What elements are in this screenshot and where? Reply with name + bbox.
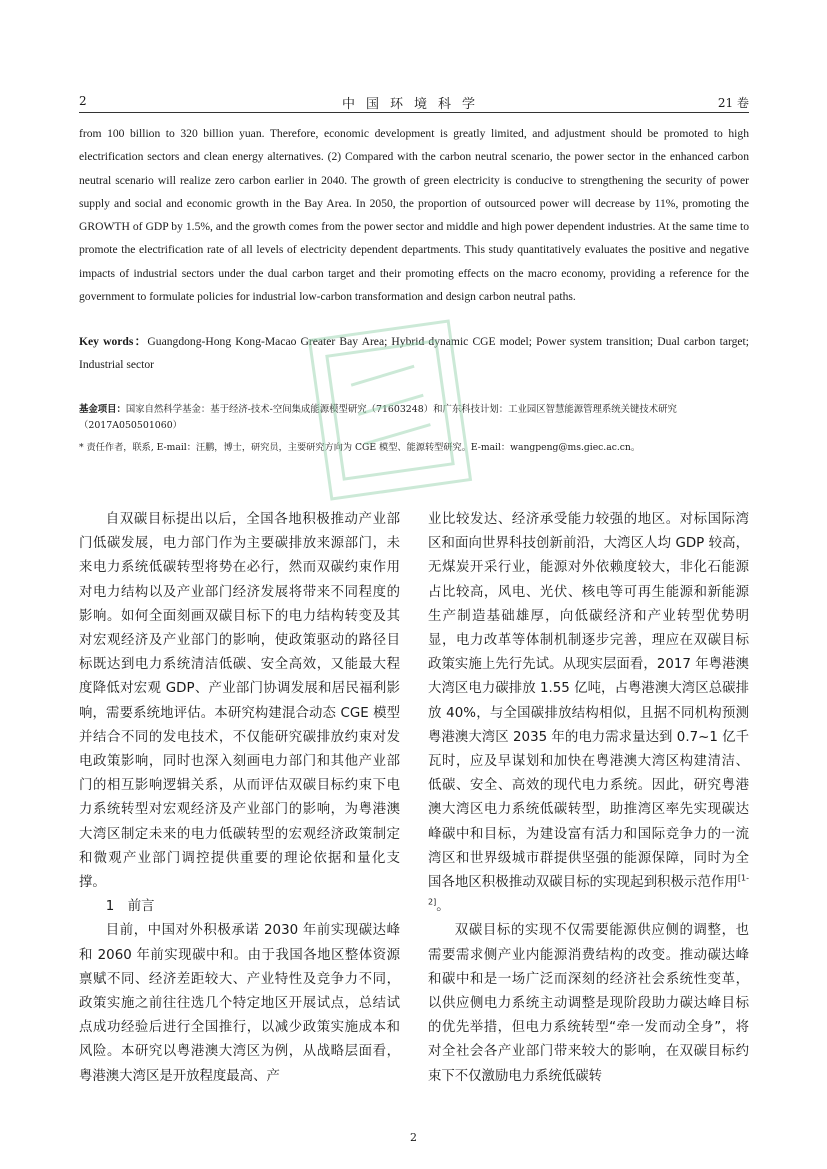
- paragraph-background: 目前，中国对外积极承诺 2030 年前实现碳达峰和 2060 年前实现碳中和。由于我国各地区整体资源禀赋不同、经济差距较大、产业特性及竞争力不同，政策实施之前往往选几个特定地区开展试点，总结试点成功经验后进行全国推行，以减少政策实施成本和风险。本研究以粤港澳大湾区为例，从战略层面看，粤港澳大湾区是开放程度最高、产: [79, 923, 400, 1084]
- footer-page-number: 2: [410, 1131, 417, 1144]
- body-column-right: [428, 508, 749, 1089]
- paragraph-intro: 自双碳目标提出以后，全国各地积极推动产业部门低碳发展，电力部门作为主要碳排放来源部门，未来电力系统低碳转型将势在必行，然而双碳约束作用对电力结构以及产业部门经济发展将带来不同程度的影响。如何全面刻画双碳目标下的电力结构转变及其对宏观经济及产业部门的影响，使政策驱动的路径目标既达到电力系统清洁低碳、安全高效，又能最大程度降低对宏观 GDP、产业部门协调发展和居民福利影响，需要系统地评估。本研究构建混合动态 CGE 模型并结合不同的发电技术，不仅能研究碳排放约束对发电政策影响，同时也深入刻画电力部门和其他产业部门的相互影响逻辑关系，从而评估双碳目标约束下电力系统转型对宏观经济及产业部门的影响，为粤港澳大湾区制定未来的电力低碳转型的宏观经济政策制定和微观产业部门调控提供重要的理论依据和量化支撑。: [79, 512, 400, 891]
- paragraph-bay-area-text: 业比较发达、经济承受能力较强的地区。对标国际湾区和面向世界科技创新前沿，大湾区人均 GDP 较高，无煤炭开采行业，能源对外依赖度较大，非化石能源占比较高，风电、光伏、核电等可再生能源和新能源生产制造基础雄厚，向低碳经济和产业转型优势明显，电力改革等体制机制逐步完善，理应在双碳目标政策实施上先行先试。从现实层面看，2017 年粤港澳大湾区电力碳排放 1.55 亿吨，占粤港澳大湾区总碳排放 40%，与全国碳排放结构相似，且据不同机构预测粤港澳大湾区 2035 年的电力需求量达到 0.7~1 亿千瓦时，应及早谋划和加快在粤港澳大湾区构建清洁、低碳、安全、高效的现代电力系统。因此，研究粤港澳大湾区电力系统低碳转型，助推湾区率先实现碳达峰碳中和目标，为建设富有活力和国际竞争力的一流湾区和世界级城市群提供坚强的能源保障，同时为全国各地区积极推动双碳目标的实现起到积极示范作用: [428, 512, 749, 891]
- corresponding-author-note: * 责任作者，联系, E-mail：汪鹏，博士，研究员，主要研究方向为 CGE 模型、能源转型研究。E-mail：wangpeng@ms.giec.ac.cn。: [79, 442, 641, 453]
- header-page-number: 2: [79, 94, 87, 108]
- journal-title: 中国环境科学: [341, 97, 486, 112]
- citation-ref[interactable]: [1-2]: [428, 873, 749, 907]
- funding-note: [79, 402, 749, 434]
- english-abstract: from 100 billion to 320 billion yuan. Therefore, economic development is greatly limited, and adjustment should be promoted to high electrification sectors and clean energy alternatives. (2) Compared with the carbon neutral scenario, the power sector in the enhanced carbon neutral scenario will realize zero carbon earlier in 2040. The growth of green electricity is conducive to strengthening the security of power supply and social and economic growth in the Bay Area. In 2050, the proportion of outsourced power will decrease by 11%, promoting the GROWTH of GDP by 1.5%, and the growth comes from the power sector and middle and high power dependent industries. At the same time to promote the electrification rate of all levels of electricity dependent departments. This study quantitatively evaluates the positive and negative impacts of industrial sectors under the dual carbon target and their promoting effects on the macro economy, providing a reference for the government to formulate policies for industrial low-carbon transformation and design carbon neutral paths.: [79, 127, 749, 304]
- keywords-label: Key words：: [79, 335, 148, 348]
- paragraph-bay-area-end: 。: [436, 899, 450, 915]
- volume-label: 21 卷: [717, 96, 749, 110]
- section-heading-introduction: 1 前言: [105, 899, 155, 915]
- paragraph-dual-carbon: 双碳目标的实现不仅需要能源供应侧的调整，也需要需求侧产业内能源消费结构的改变。推动碳达峰和碳中和是一场广泛而深刻的经济社会系统性变革，以供应侧电力系统主动调整是现阶段助力碳达峰目标的优先举措，但电力系统转型“牵一发而动全身”，将对全社会各产业部门带来较大的影响，在双碳目标约束下不仅激励电力系统低碳转: [428, 923, 749, 1084]
- keywords: [79, 330, 749, 376]
- paragraph-bay-area: [428, 508, 749, 919]
- funding-text: 国家自然科学基金：基于经济-技术-空间集成能源模型研究（71603248）和广东科技计划：工业园区智慧能源管理系统关键技术研究（2017A050501060）: [79, 404, 677, 431]
- keywords-text: Guangdong-Hong Kong-Macao Greater Bay Area; Hybrid dynamic CGE model; Power system transition; Dual carbon target; Industrial sector: [79, 335, 750, 371]
- body-column-left: [79, 508, 400, 1089]
- running-header: [79, 92, 749, 113]
- funding-label: 基金项目：: [79, 404, 126, 415]
